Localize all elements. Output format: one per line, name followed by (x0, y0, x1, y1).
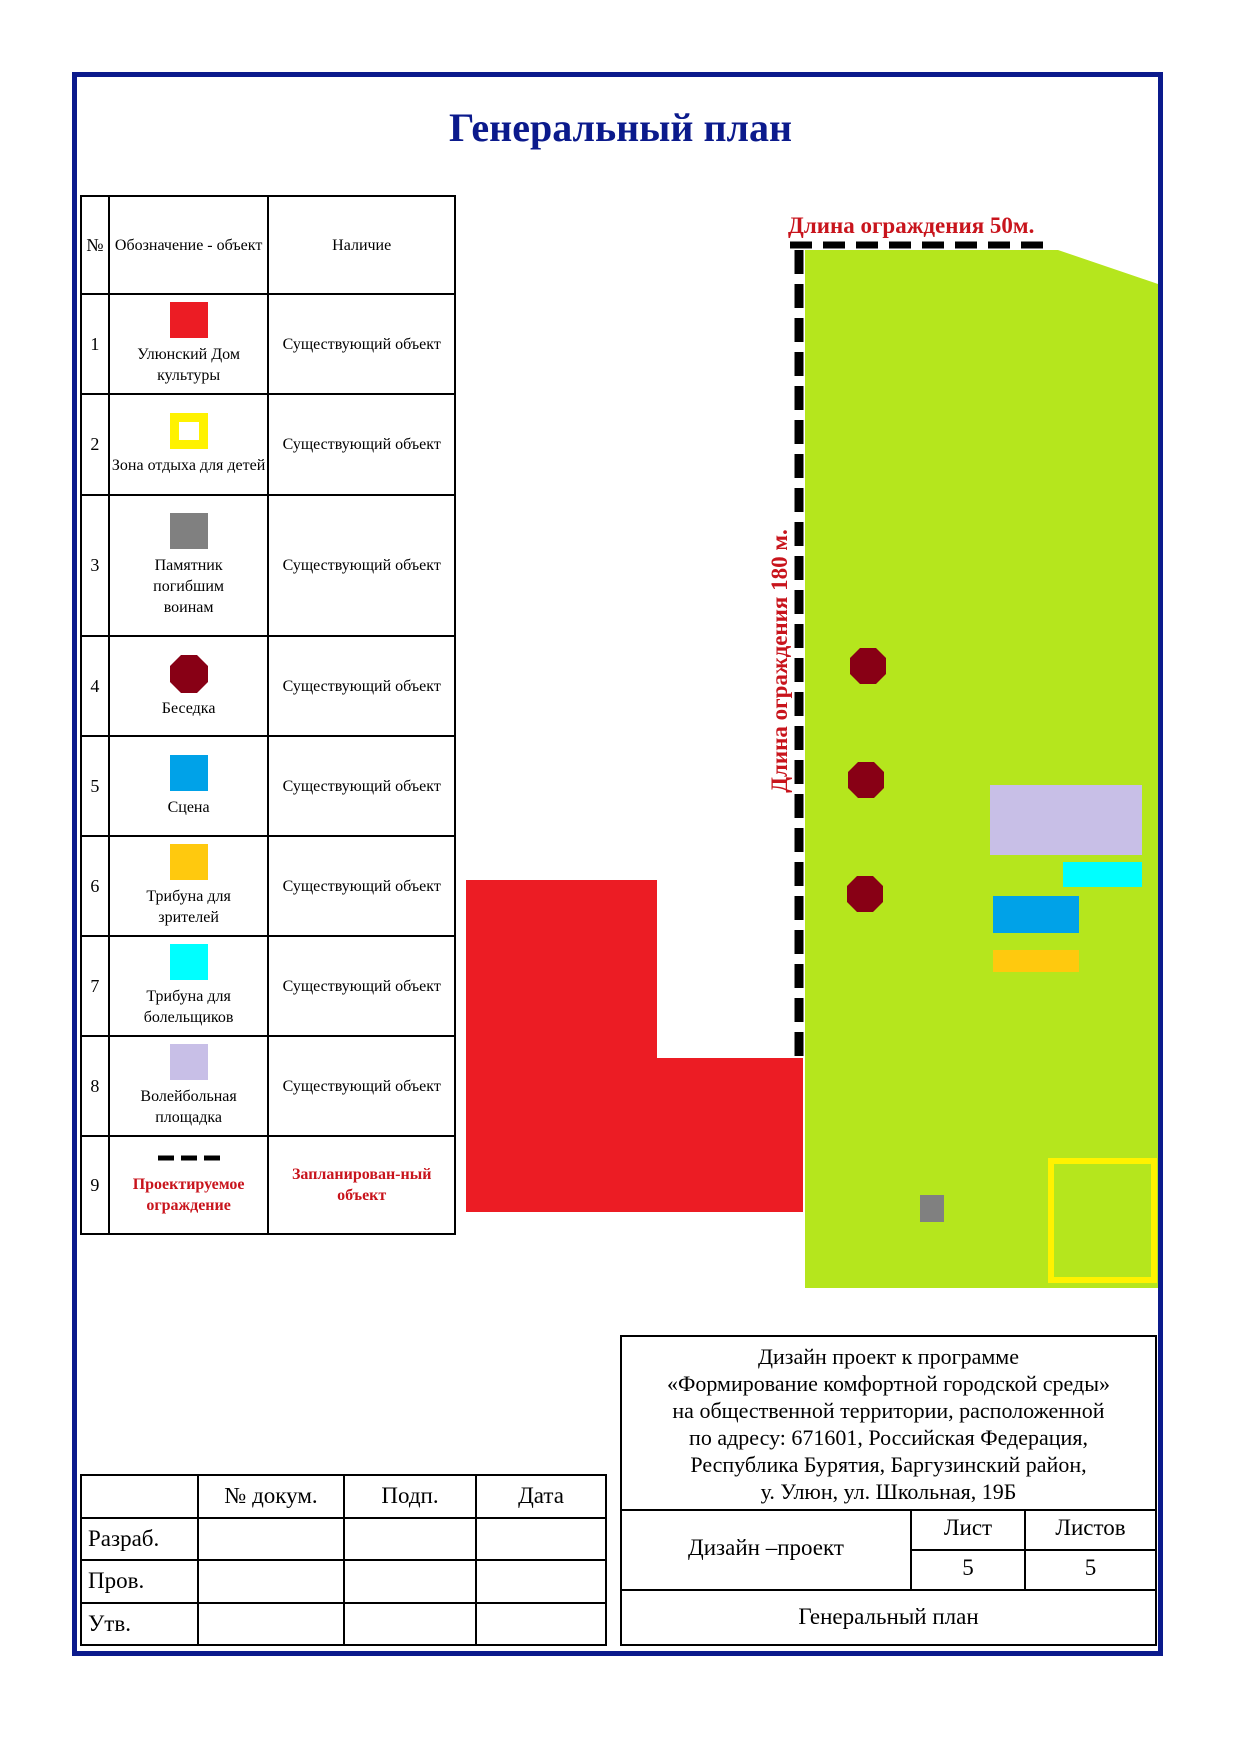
sheets-count: 5 (1084, 1555, 1097, 1580)
stamp-row (81, 1518, 606, 1561)
drawing-name: Генеральный план (798, 1604, 979, 1629)
page-title: Генеральный план (448, 105, 792, 150)
stamp-role: Разраб. (81, 1518, 198, 1561)
legend-status: Существующий объект (268, 1036, 455, 1136)
description-line: Республика Бурятия, Баргузинский район, (690, 1452, 1087, 1477)
stamp-cell (344, 1560, 476, 1603)
legend-label: Трибуна для болельщиков (143, 988, 234, 1026)
stamp-header: Подп. (344, 1475, 476, 1518)
legend-num: 7 (81, 936, 109, 1036)
fence-top-length-label: Длина ограждения 50м. (788, 213, 1035, 238)
description-line: у. Улюн, ул. Школьная, 19Б (760, 1479, 1017, 1504)
stamp-cell (344, 1518, 476, 1561)
stamp-header (81, 1475, 198, 1518)
legend-label: Зона отдыха для детей (111, 457, 266, 474)
legend-status: Запланирован-ный объект (268, 1136, 455, 1234)
spectator-stand (993, 950, 1079, 972)
sheet-number: 5 (962, 1555, 974, 1580)
stage (993, 896, 1079, 933)
stamp-header-row (81, 1475, 606, 1518)
legend-num: 6 (81, 836, 109, 936)
legend-num: 1 (81, 294, 109, 394)
stamp-cell (476, 1603, 606, 1646)
legend-status: Существующий объект (268, 636, 455, 736)
stamp-header: № докум. (198, 1475, 344, 1518)
description-line: по адресу: 671601, Российская Федерация, (689, 1425, 1088, 1450)
legend-label: Трибуна для зрителей (146, 888, 231, 926)
volleyball-court (990, 785, 1142, 855)
legend-header-symbol: Обозначение - объект (109, 196, 269, 294)
legend-label: Улюнский Дом культуры (137, 346, 240, 384)
gazebo (847, 876, 883, 912)
legend-label: Беседка (161, 699, 216, 717)
fence-side-length-label: Длина ограждения 180 м. (767, 529, 792, 793)
description-line: «Формирование комфортной городской среды» (667, 1371, 1110, 1396)
legend-status: Существующий объект (268, 836, 455, 936)
signature-stamp (80, 1474, 607, 1646)
legend-num: 4 (81, 636, 109, 736)
stamp-header: Дата (476, 1475, 606, 1518)
divider (910, 1549, 1155, 1551)
stamp-cell (198, 1518, 344, 1561)
stamp-cell (476, 1560, 606, 1603)
stamp-role: Пров. (81, 1560, 198, 1603)
project-label: Дизайн –проект (688, 1535, 844, 1560)
legend-label: Памятник погибшим воинам (153, 557, 225, 616)
legend-label: Проектируемое ограждение (132, 1176, 245, 1214)
stamp-row (81, 1603, 606, 1646)
title-block (620, 1335, 1157, 1646)
legend-num: 8 (81, 1036, 109, 1136)
description-line: Дизайн проект к программе (758, 1344, 1019, 1369)
legend-label: Сцена (167, 798, 210, 816)
stamp-row (81, 1560, 606, 1603)
legend-status: Существующий объект (268, 736, 455, 836)
fans-stand (1063, 862, 1142, 887)
stamp-cell (198, 1560, 344, 1603)
sheet-header: Лист (943, 1515, 993, 1540)
gazebo (848, 762, 884, 798)
sheets-header: Листов (1055, 1515, 1126, 1540)
legend-header-num: № (81, 196, 109, 294)
divider (622, 1509, 1155, 1511)
gazebo (850, 648, 886, 684)
legend-status: Существующий объект (268, 294, 455, 394)
legend-num: 3 (81, 495, 109, 636)
legend-num: 2 (81, 394, 109, 495)
stamp-role: Утв. (81, 1603, 198, 1646)
legend-status: Существующий объект (268, 936, 455, 1036)
legend-num: 9 (81, 1136, 109, 1234)
stamp-cell (344, 1603, 476, 1646)
legend-num: 5 (81, 736, 109, 836)
legend-status: Существующий объект (268, 495, 455, 636)
description-line: на общественной территории, расположенной (672, 1398, 1105, 1423)
monument (920, 1195, 944, 1222)
culture-house-building (466, 880, 803, 1212)
legend-label: Волейбольная площадка (140, 1088, 237, 1126)
project-description (622, 1337, 1155, 1515)
divider (622, 1589, 1155, 1591)
stamp-cell (198, 1603, 344, 1646)
legend-status: Существующий объект (268, 394, 455, 495)
legend-header-status: Наличие (268, 196, 455, 294)
stamp-cell (476, 1518, 606, 1561)
